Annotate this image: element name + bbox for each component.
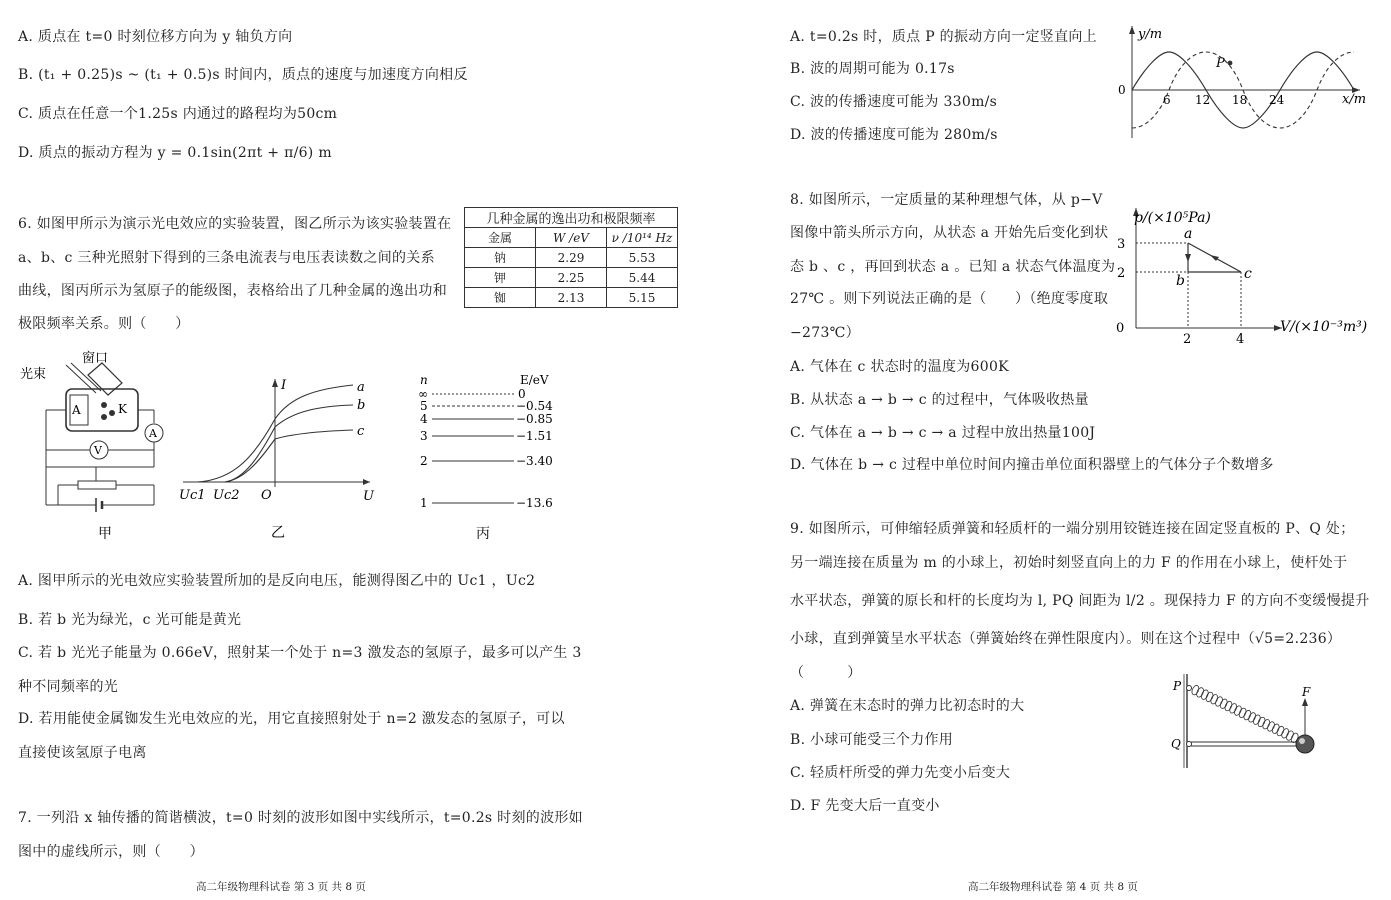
footer-page-3: 高二年级物理科试卷 第 3 页 共 8 页 [196,881,366,893]
level-1 [420,496,553,510]
table-row [465,288,678,308]
hinge-q [1187,742,1192,747]
table-cell: 钾 [465,268,536,288]
q8-stem-line4: 27℃ 。则下列说法正确的是（ ）（绝度零度取 [790,291,1109,307]
caption-jia: 甲 [98,526,112,542]
fig-spring-rod [1165,668,1325,773]
level-energy: −1.51 [516,429,553,443]
spring-loop [1228,703,1238,715]
level-energy: −13.6 [516,496,553,510]
q9-option-a: A. 弹簧在末态时的弹力比初态时的大 [790,698,1025,714]
table-title: 几种金属的逸出功和极限频率 [465,208,678,228]
q6-option-b: B. 若 b 光为绿光，c 光可能是黄光 [18,612,242,628]
q6-option-d-cont: 直接使该氢原子电离 [18,745,147,761]
q7-option-a: A. t=0.2s 时，质点 P 的振动方向一定竖直向上 [790,29,1097,45]
y-axis-arrow [1129,26,1135,34]
q6-stem-line1: 6. 如图甲所示为演示光电效应的实验装置，图乙所示为该实验装置在 [18,216,452,232]
table-row [465,268,678,288]
spring-loop [1271,723,1281,735]
q6-stem-line4: 极限频率关系。则（ ） [18,316,190,332]
curve-label-b: b [357,398,366,413]
point-c-label: c [1244,266,1252,282]
q7-option-d: D. 波的传播速度可能为 280m/s [790,127,998,143]
spring-loop [1195,687,1205,699]
q5-option-c: C. 质点在任意一个1.25s 内通过的路程均为50cm [18,106,338,122]
origin-label: 0 [1116,321,1125,336]
q9-option-b: B. 小球可能受三个力作用 [790,732,954,748]
q8-option-c: C. 气体在 a → b → c → a 过程中放出热量100J [790,425,1096,441]
q7-option-b: B. 波的周期可能为 0.17s [790,61,955,77]
ball-highlight [1299,738,1305,744]
caption-bing: 丙 [476,526,490,542]
y-axis-label: y/m [1138,27,1163,42]
metal-work-function-table [464,207,678,308]
caption-yi: 乙 [271,525,285,541]
q7-stem-line1: 7. 一列沿 x 轴传播的简谐横波，t=0 时刻的波形如图中实线所示，t=0.2s 时刻的波形如 [18,810,583,826]
level-n: 1 [420,496,428,510]
ball-icon [1296,735,1314,753]
level-n: 4 [420,412,428,426]
x-tick-label: 12 [1195,93,1211,107]
level-n: 5 [420,399,428,413]
spring-loop [1243,709,1253,721]
table-row [465,248,678,268]
origin-label: 0 [1118,83,1126,97]
table-cell: 5.53 [607,248,678,268]
point-a-label: a [1184,226,1193,242]
point-p-dot [1228,61,1233,66]
arrow-c-to-a [1210,255,1219,261]
spring-coil [1191,684,1300,743]
q6-stem-line2: a、b、c 三种光照射下得到的三条电流表与电压表读数之间的关系 [18,250,435,266]
y-axis-label: p/(×10⁵Pa) [1134,210,1211,226]
label-ammeter: A [149,427,157,440]
q8-stem-line2: 图像中箭头所示方向，从状态 a 开始先后变化到状 [790,225,1109,241]
spring-loop [1252,714,1262,726]
level-energy: 0 [518,387,526,401]
origin-label: O [261,488,272,503]
q6-option-a: A. 图甲所示的光电效应实验装置所加的是反向电压，能测得图乙中的 Uc1 ，Uc2 [18,573,536,589]
x-tick-label: 4 [1236,332,1245,347]
level-5 [420,399,553,413]
q9-option-c: C. 轻质杆所受的弹力先变小后变大 [790,765,1011,781]
arrow-a-to-b [1185,254,1191,262]
q5-option-d: D. 质点的振动方程为 y = 0.1sin(2πt + π/6) m [18,145,332,161]
table-cell: 5.44 [607,268,678,288]
spring-loop [1257,716,1267,728]
uc2-label: Uc2 [213,488,240,503]
footer-page-4: 高二年级物理科试卷 第 4 页 共 8 页 [968,881,1138,893]
x-axis-arrow [363,479,370,485]
label-voltmeter: V [94,444,102,457]
q6-stem-line3: 曲线，图丙所示为氢原子的能级图，表格给出了几种金属的逸出功和 [18,283,447,299]
q8-option-b: B. 从状态 a → b → c 的过程中，气体吸收热量 [790,392,1089,408]
q7-option-c: C. 波的传播速度可能为 330m/s [790,94,998,110]
spring-loop [1200,689,1210,701]
table-header: 金属 [465,228,536,248]
q8-stem-line5: −273℃） [790,325,860,341]
q8-stem-line3: 态 b 、c ，再回到状态 a 。已知 a 状态气体温度为 [790,259,1116,275]
curve-c [225,430,353,482]
x-axis-label: U [363,489,374,504]
spring-loop [1285,730,1295,742]
q9-stem-line1: 9. 如图所示，可伸缩轻质弹簧和轻质杆的一端分别用铰链连接在固定竖直板的 P、Q 处； [790,521,1355,537]
q9-stem-line3: 水平状态，弹簧的原长和杆的长度均为 l, PQ 间距为 l/2 。现保持力 F 的方向不变缓慢提升 [790,593,1370,609]
level-2 [420,454,553,468]
n-label: n [420,373,428,387]
q9-stem-line5: （ ） [790,665,862,681]
q7-stem-line2: 图中的虚线所示，则（ ） [18,844,204,860]
fig-wave [1112,20,1374,142]
point-b-label: b [1176,273,1185,289]
q6-option-c: C. 若 b 光光子能量为 0.66eV，照射某一个处于 n=3 激发态的氢原子，最多可以产生 3 [18,645,582,661]
fig-bing-energy-levels [412,370,582,545]
uc1-label: Uc1 [179,488,206,503]
label-p: P [1173,679,1182,693]
label-window: 窗口 [82,351,109,366]
x-tick-label: 2 [1183,332,1192,347]
rheostat [78,481,116,489]
spring-loop [1191,684,1201,696]
level-energy: −3.40 [516,454,553,468]
spring-loop [1247,712,1257,724]
spring-loop [1261,718,1271,730]
x-axis-label: V/(×10⁻³m³) [1280,319,1368,335]
q5-option-a: A. 质点在 t=0 时刻位移方向为 y 轴负方向 [18,29,293,45]
level-energy: −0.85 [516,412,553,426]
curve-label-c: c [357,424,365,439]
table-cell: 铷 [465,288,536,308]
x-tick-label: 24 [1269,93,1285,107]
table-cell: 2.13 [536,288,607,308]
q6-option-d: D. 若用能使金属铷发生光电效应的光，用它直接照射处于 n=2 激发态的氢原子，可以 [18,711,565,727]
q9-stem-line4: 小球，直到弹簧呈水平状态（弹簧始终在弹性限度内）。则在这个过程中（√5=2.236） [790,631,1342,647]
spring-loop [1209,693,1219,705]
level-infinity [418,387,526,401]
table-header: ν /10¹⁴ Hz [607,228,678,248]
label-cathode: K [118,402,127,416]
level-n: ∞ [418,387,428,401]
level-n: 2 [420,454,428,468]
label-q: Q [1171,737,1181,751]
point-p-label: P [1216,56,1225,71]
label-beam: 光束 [20,367,47,382]
fig-jia-circuit [18,345,168,545]
energy-unit-label: E/eV [520,373,549,387]
table-cell: 钠 [465,248,536,268]
table-cell: 2.25 [536,268,607,288]
q9-stem-line2: 另一端连接在质量为 m 的小球上，初始时刻竖直向上的力 F 的作用在小球上，使杆处于 [790,555,1348,571]
spring-loop [1214,696,1224,708]
label-anode: A [72,403,81,417]
table-cell: 2.29 [536,248,607,268]
spring-loop [1219,698,1229,710]
curve-b [225,405,353,482]
level-energy: −0.54 [516,399,553,413]
spring-loop [1224,700,1234,712]
y-tick-label: 2 [1117,266,1126,281]
electron-dot [101,402,107,408]
spring-loop [1280,728,1290,740]
spring-loop [1238,707,1248,719]
y-axis-label: I [281,378,287,393]
table-header: W /eV [536,228,607,248]
y-tick-label: 3 [1117,237,1126,252]
fig-pv-diagram [1112,200,1382,348]
level-4 [420,412,553,426]
spring-loop [1233,705,1243,717]
force-f-arrow [1302,698,1308,706]
spring-loop [1266,721,1276,733]
q6-option-c-cont: 种不同频率的光 [18,679,119,695]
label-f: F [1302,685,1311,699]
electron-dot [101,414,107,420]
fig-yi-iu-curves [175,375,385,545]
q8-option-a: A. 气体在 c 状态时的温度为600K [790,359,1009,375]
electron-dot [109,410,115,416]
spring-loop [1276,725,1286,737]
q5-option-b: B. (t₁ + 0.25)s ~ (t₁ + 0.5)s 时间内，质点的速度与加速度方向相反 [18,67,468,83]
q8-option-d: D. 气体在 b → c 过程中单位时间内撞击单位面积器壁上的气体分子个数增多 [790,457,1274,473]
x-tick-label: 6 [1163,93,1171,107]
curve-label-a: a [357,380,365,395]
y-axis-arrow [272,379,278,387]
x-tick-label: 18 [1232,93,1248,107]
hinge-p [1187,686,1192,691]
q9-option-d: D. F 先变大后一直变小 [790,798,940,814]
table-cell: 5.15 [607,288,678,308]
level-n: 3 [420,429,428,443]
spring-loop [1205,691,1215,703]
x-axis-label: x/m [1342,92,1367,107]
q8-stem-line1: 8. 如图所示，一定质量的某种理想气体，从 p−V [790,192,1103,208]
level-3 [420,429,553,443]
